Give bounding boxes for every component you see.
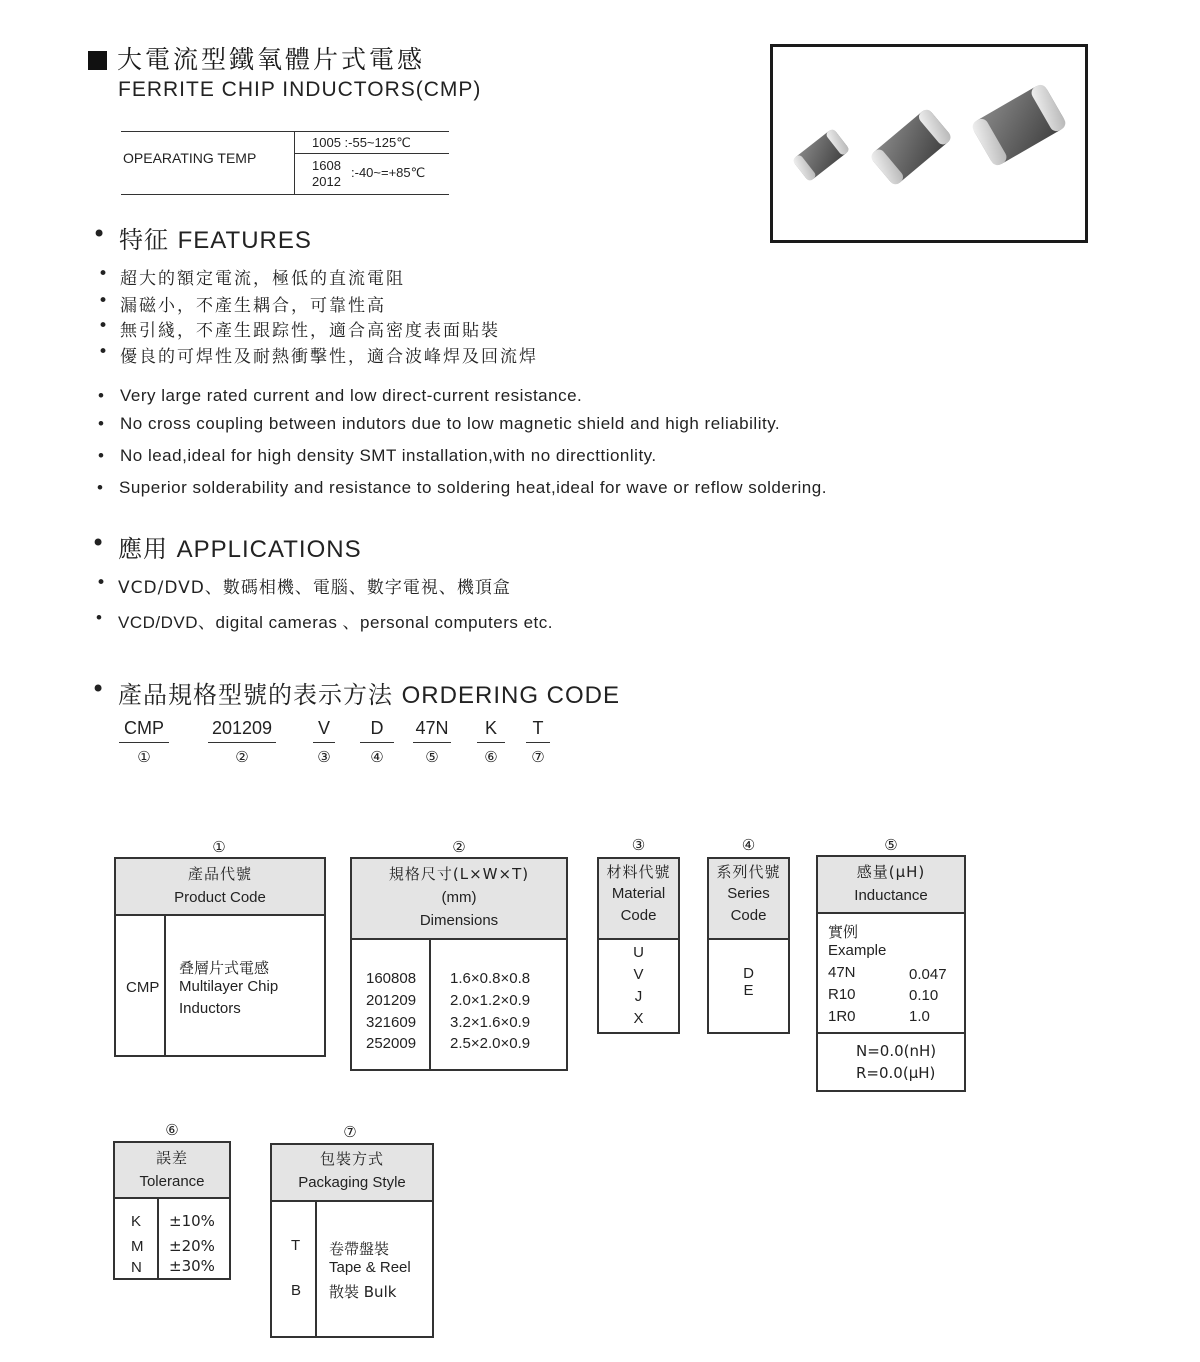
page-title-en: FERRITE CHIP INDUCTORS(CMP): [118, 78, 482, 101]
inductance-value: 0.047: [909, 966, 947, 983]
code-part-text: V: [317, 718, 330, 738]
temp-row-sizes: [312, 158, 341, 190]
packaging-code-t: T: [291, 1237, 301, 1254]
box-header: [352, 859, 566, 940]
tolerance-value: ±20%: [169, 1237, 215, 1255]
box-number: ⑤: [884, 836, 898, 854]
code-num: ⑥: [484, 748, 498, 766]
box-number: ⑥: [165, 1121, 179, 1139]
code-part-text: D: [370, 718, 384, 738]
column-divider: [164, 914, 166, 1055]
features-heading-en: FEATURES: [177, 227, 312, 254]
inductance-code: 1R0: [828, 1008, 856, 1025]
inductance-value: 1.0: [909, 1008, 930, 1025]
series-item: E: [743, 982, 754, 999]
feature-en-item: • No lead,ideal for high density SMT installation,with no directtionlity.: [120, 446, 657, 466]
code-num: ①: [137, 748, 151, 766]
box-header: [115, 1143, 229, 1199]
code-part-inductance: [413, 718, 451, 743]
box-title-en: Inductance: [854, 887, 928, 904]
box-header: [818, 857, 964, 914]
dimension-size: 3.2×1.6×0.9: [450, 1014, 531, 1031]
column-divider: [315, 1200, 317, 1336]
row-divider: [818, 1032, 964, 1034]
dimensions-box: [350, 857, 568, 1071]
dimension-size: 2.5×2.0×0.9: [450, 1035, 531, 1052]
ordering-heading-cn: 產品規格型號的表示方法: [118, 681, 393, 709]
code-part-text: K: [484, 718, 497, 738]
box-title-cn: 感量(μH): [856, 863, 926, 881]
temp-row-range: :-40~=+85℃: [351, 165, 426, 180]
material-code-box: [597, 857, 680, 1034]
code-num: ③: [317, 748, 331, 766]
series-item: D: [743, 965, 754, 982]
box-title-en: Packaging Style: [298, 1174, 406, 1191]
example-label-en: Example: [828, 942, 887, 959]
size-2012: 2012: [312, 174, 341, 189]
box-header: [272, 1145, 432, 1202]
feature-cn-item: • 超大的額定電流，極低的直流電阻: [120, 264, 405, 289]
table-divider: [294, 153, 449, 154]
product-desc-cn: 叠層片式電感: [179, 959, 270, 977]
product-photo: [770, 44, 1088, 243]
inductance-value: 0.10: [909, 987, 939, 1004]
tolerance-code: K: [131, 1213, 142, 1230]
packaging-desc-t-en: Tape & Reel: [329, 1259, 411, 1276]
applications-heading-en: APPLICATIONS: [176, 536, 362, 563]
material-item: U: [633, 944, 644, 961]
box-title-en: Tolerance: [139, 1173, 205, 1190]
chip-inductors-image: [773, 47, 1085, 240]
series-code-box: [707, 857, 790, 1034]
box-header: [599, 859, 678, 940]
box-header: [116, 859, 324, 916]
square-bullet-icon: [88, 51, 107, 70]
material-item: J: [634, 988, 643, 1005]
code-part-packaging: [526, 718, 550, 743]
product-code-value: CMP: [126, 979, 160, 996]
box-number: ②: [452, 838, 466, 856]
box-title-en: Code: [620, 907, 657, 924]
feature-en-item: • No cross coupling between indutors due to low magnetic shield and high reliability.: [120, 414, 780, 434]
column-divider: [157, 1197, 159, 1278]
product-desc-en-1: Multilayer Chip: [179, 978, 279, 995]
box-title-cn: 誤差: [155, 1149, 188, 1167]
code-part-series: [360, 718, 394, 743]
tolerance-value: ±10%: [169, 1212, 215, 1230]
box-title-cn: 規格尺寸(L×W×T): [388, 865, 530, 883]
applications-heading-cn: 應用: [118, 535, 168, 563]
inductance-note-uh: R=0.0(μH): [856, 1064, 936, 1082]
code-num: ⑤: [425, 748, 439, 766]
packaging-box: [270, 1143, 434, 1338]
size-1608: 1608: [312, 158, 341, 173]
material-item: V: [633, 966, 644, 983]
example-label-cn: 實例: [828, 923, 859, 941]
box-number: ③: [631, 836, 646, 854]
code-part-text: 201209: [211, 718, 273, 738]
box-number: ④: [741, 836, 756, 854]
code-part-size: [208, 718, 276, 743]
box-title-unit: (mm): [441, 889, 477, 906]
feature-en-item: • Superior solderability and resistance to soldering heat,ideal for wave or reflow soldering.: [119, 478, 827, 498]
application-cn-item: • VCD/DVD、數碼相機、電腦、數字電視、機頂盒: [118, 573, 511, 598]
material-item: X: [633, 1010, 644, 1027]
dimension-code: 321609: [366, 1014, 417, 1031]
tolerance-box: [113, 1141, 231, 1280]
code-part-text: 47N: [415, 718, 449, 738]
product-desc-en-2: Inductors: [179, 1000, 241, 1017]
packaging-desc-t-cn: 卷帶盤裝: [329, 1240, 390, 1258]
application-en-item: • VCD/DVD、digital cameras 、personal computers etc.: [118, 608, 553, 633]
box-number: ①: [212, 838, 226, 856]
ordering-heading-en: ORDERING CODE: [401, 682, 620, 709]
title-cn-text: 大電流型鐵氧體片式電感: [117, 45, 426, 74]
ordering-code-heading: [118, 675, 620, 710]
temp-label: OPEARATING TEMP: [123, 150, 257, 166]
dimension-code: 252009: [366, 1035, 417, 1052]
column-divider: [429, 938, 431, 1069]
packaging-desc-b: 散裝 Bulk: [329, 1283, 397, 1301]
table-divider: [294, 132, 295, 194]
applications-heading: [118, 529, 362, 564]
chip-medium: [869, 107, 953, 186]
inductance-code: 47N: [828, 964, 856, 981]
code-part-material: [313, 718, 335, 743]
temp-row-1005: 1005 :-55~125℃: [312, 135, 411, 150]
tolerance-code: M: [131, 1238, 144, 1255]
features-heading: [119, 220, 312, 255]
box-header: [709, 859, 788, 940]
packaging-code-b: B: [291, 1282, 302, 1299]
box-title-en: Dimensions: [419, 912, 499, 929]
operating-temp-table: [121, 131, 449, 195]
box-title-en: Code: [730, 907, 767, 924]
feature-en-item: • Very large rated current and low direct-current resistance.: [120, 386, 582, 406]
code-part-tolerance: [477, 718, 505, 743]
code-part-cmp: [119, 718, 169, 743]
box-number: ⑦: [343, 1123, 357, 1141]
product-code-box: [114, 857, 326, 1057]
dimension-code: 201209: [366, 992, 417, 1009]
feature-cn-item: • 無引綫，不產生跟踪性，適合高密度表面貼裝: [120, 316, 500, 341]
dimension-size: 1.6×0.8×0.8: [450, 970, 531, 987]
chip-small: [792, 128, 850, 182]
box-title-cn: 系列代號: [716, 863, 781, 881]
feature-cn-item: • 優良的可焊性及耐熱衝擊性，適合波峰焊及回流焊: [120, 342, 538, 367]
box-title-en: Series: [727, 885, 770, 902]
dimension-size: 2.0×1.2×0.9: [450, 992, 531, 1009]
code-num: ②: [235, 748, 249, 766]
chip-large: [970, 82, 1068, 167]
box-title-en: Material: [611, 885, 666, 902]
features-heading-cn: 特征: [119, 226, 169, 254]
box-title-cn: 材料代號: [606, 863, 671, 881]
box-title-en: Product Code: [174, 889, 266, 906]
dimension-code: 160808: [366, 970, 417, 987]
code-num: ④: [370, 748, 384, 766]
tolerance-code: N: [131, 1259, 142, 1276]
inductance-code: R10: [828, 986, 856, 1003]
tolerance-value: ±30%: [169, 1257, 215, 1275]
feature-cn-item: • 漏磁小，不產生耦合，可靠性高: [120, 291, 386, 316]
box-title-cn: 產品代號: [187, 865, 252, 883]
page-title-cn: [88, 40, 425, 76]
inductance-box: [816, 855, 966, 1092]
box-title-cn: 包裝方式: [319, 1150, 384, 1168]
code-part-text: T: [532, 718, 544, 738]
code-num: ⑦: [531, 748, 545, 766]
code-part-text: CMP: [124, 718, 164, 738]
inductance-note-nh: N=0.0(nH): [856, 1042, 937, 1060]
